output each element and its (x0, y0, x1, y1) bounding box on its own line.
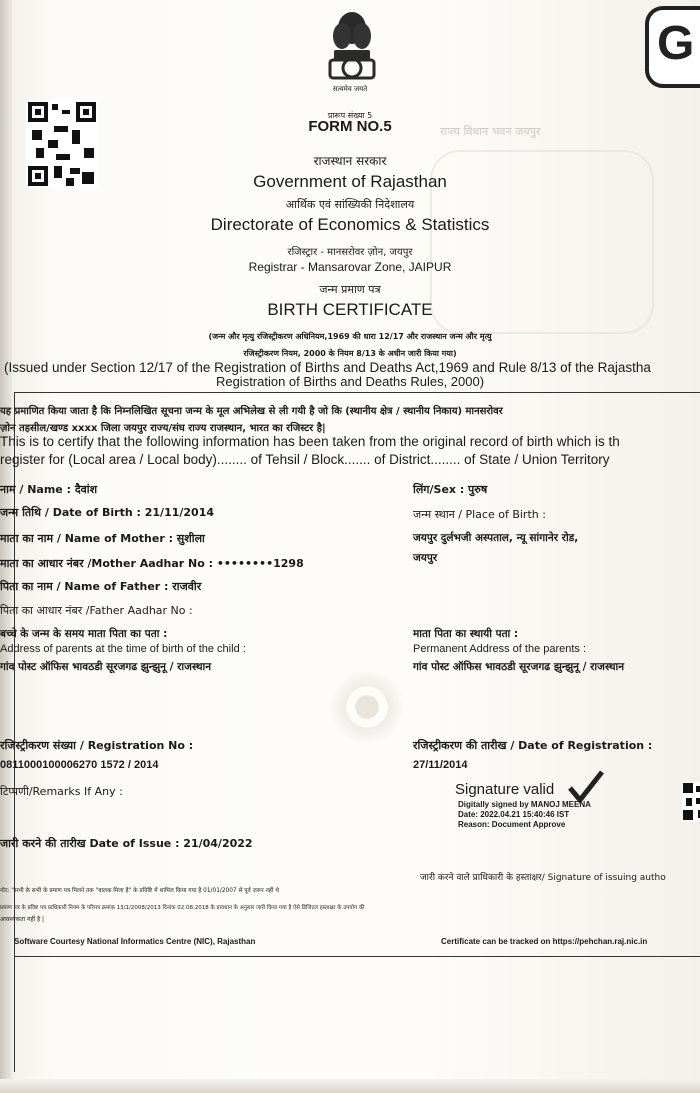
father-aadhar: पिता का आधार नंबर /Father Aadhar No : (0, 604, 193, 617)
birth-address-label: Address of parents at the time of birth of the child : (0, 643, 246, 655)
checkmark-icon (566, 770, 606, 804)
registration-date-label: रजिस्ट्रीकरण की तारीख / Date of Registration : (413, 739, 653, 752)
issuing-authority-signature: जारी करने वाले प्राधिकारी के हस्ताक्षर/ Signature of issuing autho (420, 873, 666, 883)
certify-hindi-1: यह प्रमाणित किया जाता है कि निम्नलिखित सूचना जन्म के मूल अभिलेख से ली गयी है जो कि (स्थानीय क्षेत्र / स्थानीय निकाय) मानसरोवर (0, 406, 503, 417)
department-hindi: आर्थिक एवं सांख्यिकी निदेशालय (285, 198, 415, 211)
registrar-name: Registrar - Mansarovar Zone, JAIPUR (248, 260, 452, 274)
state-emblem-icon (322, 6, 382, 96)
father-name: पिता का नाम / Name of Father : राजवीर (0, 580, 202, 593)
act-note-hindi-1: (जन्म और मृत्यु रजिस्ट्रीकरण अधिनियम,1969 की धारा 12/17 और राजस्थान जन्म और मृत्यु (208, 332, 492, 341)
permanent-address-label-hindi: माता पिता का स्थायी पता : (413, 628, 519, 640)
divider-bottom (14, 956, 700, 957)
form-no-hindi: प्रारूप संख्या 5 (327, 111, 373, 120)
certify-hindi-2: ज़ोन तहसील/खण्ड xxxx जिला जयपुर राज्य/संघ राज्य राजस्थान, भारत का रजिस्टर है| (0, 423, 326, 434)
registrar-hindi: रजिस्ट्रार - मानसरोवर ज़ोन, जयपुर (287, 247, 413, 258)
birth-address-value: गांव पोस्ट ऑफिस भावठडी सूरजगढ झुन्झुनू / राजस्थान (0, 661, 212, 673)
signature-signer: Digitally signed by MANOJ MEENA (458, 800, 591, 809)
department-name: Directorate of Economics & Statistics (210, 215, 490, 234)
act-note-english-1: (Issued under Section 12/17 of the Registration of Births and Deaths Act,1969 and Rule 8/13 of the Rajastha (4, 360, 651, 375)
place-of-birth-label: जन्म स्थान / Place of Birth : (413, 508, 546, 521)
signature-reason: Reason: Document Approve (458, 820, 566, 829)
place-of-birth-line-2: जयपुर (413, 552, 438, 564)
emblem-motto: सत्यमेव जयते (332, 85, 368, 93)
paper-bottom-edge (0, 1079, 700, 1093)
child-sex: लिंग/Sex : पुरुष (413, 483, 488, 496)
permanent-address-value: गांव पोस्ट ऑफिस भावठडी सूरजगढ झुन्झुनू / राजस्थान (413, 661, 625, 673)
mother-aadhar: माता का आधार नंबर /Mother Aadhar No : ••••••••1298 (0, 557, 304, 570)
qr-code-small-icon (682, 782, 700, 822)
certificate-title: BIRTH CERTIFICATE (267, 300, 433, 319)
act-note-english-2: Registration of Births and Deaths Rules, 2000) (215, 374, 485, 389)
signature-status: Signature valid (455, 781, 555, 798)
watermark-sun-emblem (322, 662, 412, 752)
pehchan-logo-icon: G (645, 6, 700, 88)
child-name: नाम / Name : दैवांश (0, 483, 98, 496)
registration-number-label: रजिस्ट्रीकरण संख्या / Registration No : (0, 739, 194, 752)
signature-date: Date: 2022.04.21 15:40:46 IST (458, 810, 570, 819)
certify-english-1: This is to certify that the following information has been taken from the original record of birth which is th (0, 434, 620, 449)
permanent-address-label: Permanent Address of the parents : (413, 643, 587, 655)
registration-date: 27/11/2014 (413, 759, 468, 771)
watermark-text: राज्य विधान भवन जयपुर (440, 125, 541, 138)
divider-top (14, 392, 700, 393)
date-of-birth: जन्म तिथि / Date of Birth : 21/11/2014 (0, 506, 215, 519)
state-name: Government of Rajasthan (253, 172, 447, 191)
registration-number: 0811000100006270 1572 / 2014 (0, 759, 159, 771)
tracking-note: Certificate can be tracked on https://pehchan.raj.nic.in (441, 937, 648, 946)
act-note-hindi-2: रजिस्ट्रीकरण नियम, 2000 के नियम 8/13 के अधीन जारी किया गया) (243, 349, 457, 358)
birth-address-label-hindi: बच्चे के जन्म के समय माता पिता का पता : (0, 628, 168, 640)
certify-english-2: register for (Local area / Local body)........ of Tehsil / Block....... of District........ of State / Union Territory (0, 452, 610, 467)
footer-note-3: आवश्यकता नहीं है | (0, 916, 45, 923)
mother-name: माता का नाम / Name of Mother : सुशीला (0, 532, 205, 545)
form-no: FORM NO.5 (308, 118, 392, 135)
date-of-issue: जारी करने की तारीख Date of Issue : 21/04/2022 (0, 837, 253, 850)
footer-note-2: प्रमाण पत्र के प्रविष्ट पत्र प्राधिकारी नियम के परिपत्र क्रमांक 13/1/2008/2013 दिनांक 02.08.2018 के प्रावधान के अनुसार जारी किया गया है ऐसे डिजिटल हस्ताक्षर के उपयोग की (0, 905, 365, 911)
footer-note-1: नोट: "सभी के सभी के प्रमाण पत्र मिलने तक "बालक मिला है" के प्रविष्टि में शामिल किया गया है 01/01/2007 से पूर्व ज़रूर नहीं थे (0, 888, 279, 894)
remarks-label: टिप्पणी/Remarks If Any : (0, 785, 123, 798)
software-courtesy: Software Courtesy National Informatics Centre (NIC), Rajasthan (14, 937, 256, 946)
certificate-title-hindi: जन्म प्रमाण पत्र (319, 283, 381, 296)
place-of-birth-line-1: जयपुर दुर्लभजी अस्पताल, न्यू सांगानेर रोड, (413, 532, 579, 544)
state-name-hindi: राजस्थान सरकार (313, 154, 387, 168)
